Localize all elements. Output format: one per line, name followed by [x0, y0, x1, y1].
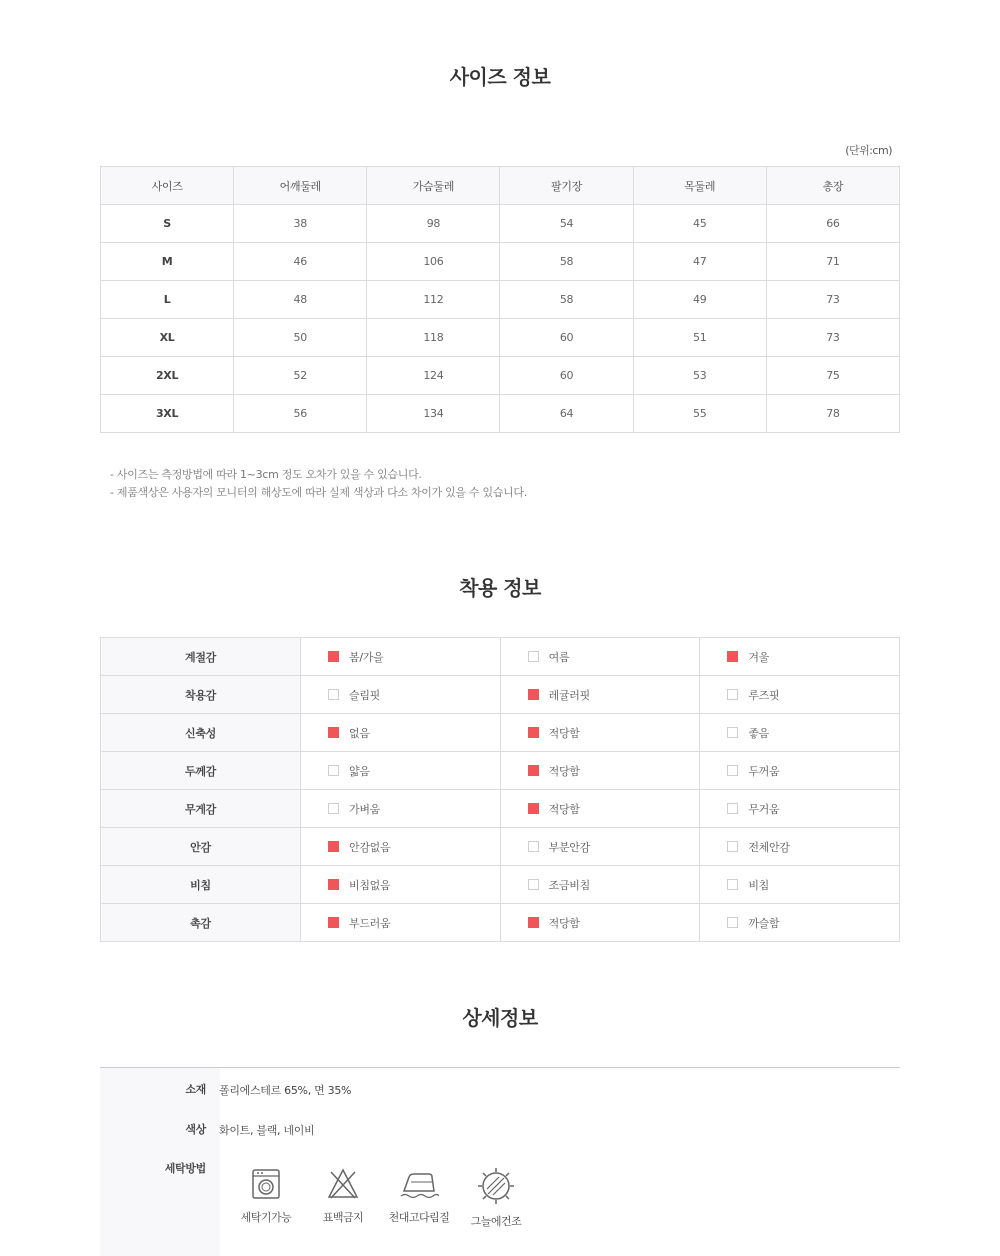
wear-category: 무게감 [101, 790, 301, 828]
measure-cell: 58 [500, 281, 633, 319]
wear-option-label: 까슬함 [748, 916, 780, 930]
wear-option-label: 슬림핏 [349, 688, 380, 702]
care-item [379, 1167, 459, 1225]
wear-option-label: 루즈핏 [748, 688, 780, 702]
wear-option-label: 비침 [748, 878, 769, 892]
measure-cell: 60 [500, 319, 633, 357]
wear-row [101, 828, 900, 866]
washing-machine-icon [249, 1167, 283, 1201]
care-item [226, 1167, 306, 1225]
care-label: 그늘에건조 [470, 1215, 522, 1228]
wear-option-label: 부드러움 [349, 916, 391, 930]
material-value: 폴리에스테르 65%, 면 35% [219, 1084, 352, 1097]
wear-option-label: 적당함 [548, 802, 580, 816]
unchecked-box-icon [328, 689, 339, 700]
measure-cell: 78 [766, 395, 899, 433]
care-label: 세탁기가능 [240, 1211, 292, 1224]
checked-box-icon [528, 917, 539, 928]
wear-option-label: 적당함 [548, 764, 580, 778]
detail-label-column [100, 1068, 220, 1256]
size-table-header: 어깨둘레 [234, 167, 367, 205]
wear-option [301, 676, 501, 714]
wear-row [101, 752, 900, 790]
size-table-header-row [101, 167, 900, 205]
wear-row [101, 638, 900, 676]
wear-category: 신축성 [101, 714, 301, 752]
measure-cell: 58 [500, 243, 633, 281]
measure-cell: 55 [633, 395, 766, 433]
wear-option [700, 828, 900, 866]
measure-cell: 64 [500, 395, 633, 433]
wear-option [500, 714, 700, 752]
size-table [100, 166, 900, 433]
care-item [456, 1167, 536, 1229]
unchecked-box-icon [727, 765, 738, 776]
care-label: 표백금지 [322, 1211, 364, 1224]
wear-option [700, 676, 900, 714]
wear-option [500, 866, 700, 904]
wear-option-label: 가벼움 [349, 802, 380, 816]
wear-option [700, 752, 900, 790]
wear-option [700, 638, 900, 676]
wear-option-label: 얇음 [349, 764, 370, 778]
color-value: 화이트, 블랙, 네이비 [219, 1124, 315, 1137]
color-label: 색상 [185, 1123, 206, 1136]
wear-option-label: 전체안감 [748, 840, 790, 854]
wear-option [301, 714, 501, 752]
unchecked-box-icon [328, 765, 339, 776]
size-cell: S [101, 205, 234, 243]
wear-option-label: 여름 [548, 650, 570, 664]
measure-cell: 46 [234, 243, 367, 281]
wear-row [101, 714, 900, 752]
size-cell: L [101, 281, 234, 319]
wear-option [700, 904, 900, 942]
wear-option [700, 866, 900, 904]
wear-option [301, 828, 501, 866]
size-table-header: 가슴둘레 [367, 167, 500, 205]
wear-option [301, 638, 501, 676]
wear-info-title: 착용 정보 [459, 576, 541, 600]
care-item [303, 1167, 383, 1225]
measure-cell: 106 [367, 243, 500, 281]
checked-box-icon [528, 765, 539, 776]
iron-with-cloth-icon [399, 1167, 439, 1201]
measure-cell: 134 [367, 395, 500, 433]
wear-option-label: 적당함 [548, 726, 580, 740]
wear-option-label: 좋음 [748, 726, 769, 740]
size-table-row [101, 205, 900, 243]
size-table-row [101, 319, 900, 357]
size-table-header: 사이즈 [101, 167, 234, 205]
unchecked-box-icon [727, 689, 738, 700]
checked-box-icon [727, 651, 738, 662]
measure-cell: 38 [234, 205, 367, 243]
measure-cell: 66 [766, 205, 899, 243]
measure-cell: 118 [367, 319, 500, 357]
unchecked-box-icon [528, 841, 539, 852]
material-label: 소재 [185, 1083, 206, 1096]
size-table-row [101, 243, 900, 281]
wear-option [700, 790, 900, 828]
checked-box-icon [528, 727, 539, 738]
wear-option-label: 없음 [349, 726, 370, 740]
wear-category: 안감 [101, 828, 301, 866]
checked-box-icon [328, 879, 339, 890]
wear-option-label: 조금비침 [548, 878, 590, 892]
note-line: - 사이즈는 측정방법에 따라 1~3cm 정도 오차가 있을 수 있습니다. [110, 468, 422, 481]
wash-label: 세탁방법 [164, 1162, 206, 1175]
wear-table [100, 637, 900, 942]
wear-row [101, 866, 900, 904]
wear-category: 비침 [101, 866, 301, 904]
size-cell: 3XL [101, 395, 234, 433]
measure-cell: 52 [234, 357, 367, 395]
wear-option-label: 두꺼움 [748, 764, 780, 778]
measure-cell: 53 [633, 357, 766, 395]
measure-cell: 73 [766, 319, 899, 357]
wear-row [101, 676, 900, 714]
size-table-row [101, 395, 900, 433]
wear-option-label: 겨울 [748, 650, 769, 664]
measure-cell: 75 [766, 357, 899, 395]
unchecked-box-icon [727, 879, 738, 890]
measure-cell: 56 [234, 395, 367, 433]
wear-category: 촉감 [101, 904, 301, 942]
measure-cell: 47 [633, 243, 766, 281]
size-table-header: 목둘레 [633, 167, 766, 205]
wear-option-label: 안감없음 [349, 840, 391, 854]
wear-option [301, 790, 501, 828]
detail-info-title: 상세정보 [462, 1006, 538, 1030]
measure-cell: 60 [500, 357, 633, 395]
wear-option [500, 638, 700, 676]
size-cell: 2XL [101, 357, 234, 395]
wear-option-label: 무거움 [748, 802, 780, 816]
unchecked-box-icon [528, 879, 539, 890]
wear-category: 착용감 [101, 676, 301, 714]
measure-cell: 71 [766, 243, 899, 281]
measure-cell: 45 [633, 205, 766, 243]
wear-option [500, 752, 700, 790]
wear-option-label: 레귤러핏 [548, 688, 590, 702]
measure-cell: 98 [367, 205, 500, 243]
note-line: - 제품색상은 사용자의 모니터의 해상도에 따라 실제 색상과 다소 차이가 있을 수 있습니다. [110, 486, 527, 499]
wear-option [301, 904, 501, 942]
size-notes [110, 466, 527, 502]
size-table-row [101, 281, 900, 319]
detail-info-panel [100, 1067, 900, 1256]
wear-option [301, 866, 501, 904]
size-table-header: 총장 [766, 167, 899, 205]
wear-category: 두께감 [101, 752, 301, 790]
unchecked-box-icon [727, 727, 738, 738]
wear-option [500, 676, 700, 714]
wear-category: 계절감 [101, 638, 301, 676]
size-cell: XL [101, 319, 234, 357]
measure-cell: 48 [234, 281, 367, 319]
checked-box-icon [328, 727, 339, 738]
size-info-title: 사이즈 정보 [449, 65, 551, 89]
measure-cell: 124 [367, 357, 500, 395]
wear-option-label: 비침없음 [349, 878, 391, 892]
shade-dry-icon [477, 1167, 515, 1205]
unchecked-box-icon [727, 917, 738, 928]
wear-option-label: 봄/가을 [349, 650, 384, 664]
checked-box-icon [328, 917, 339, 928]
measure-cell: 51 [633, 319, 766, 357]
checked-box-icon [528, 803, 539, 814]
wear-row [101, 904, 900, 942]
wear-option-label: 적당함 [548, 916, 580, 930]
checked-box-icon [528, 689, 539, 700]
measure-cell: 50 [234, 319, 367, 357]
size-cell: M [101, 243, 234, 281]
measure-cell: 73 [766, 281, 899, 319]
unchecked-box-icon [727, 803, 738, 814]
size-table-row [101, 357, 900, 395]
wear-option [500, 828, 700, 866]
measure-cell: 112 [367, 281, 500, 319]
wear-option [500, 904, 700, 942]
checked-box-icon [328, 841, 339, 852]
wear-option [700, 714, 900, 752]
unchecked-box-icon [528, 651, 539, 662]
unchecked-box-icon [727, 841, 738, 852]
checked-box-icon [328, 651, 339, 662]
size-table-header: 팔기장 [500, 167, 633, 205]
wear-option [500, 790, 700, 828]
wear-row [101, 790, 900, 828]
unchecked-box-icon [328, 803, 339, 814]
care-label: 천대고다림질 [388, 1211, 450, 1224]
wear-option [301, 752, 501, 790]
unit-label: (단위:cm) [845, 144, 892, 157]
no-bleach-icon [326, 1167, 360, 1201]
measure-cell: 49 [633, 281, 766, 319]
measure-cell: 54 [500, 205, 633, 243]
wear-option-label: 부분안감 [548, 840, 590, 854]
